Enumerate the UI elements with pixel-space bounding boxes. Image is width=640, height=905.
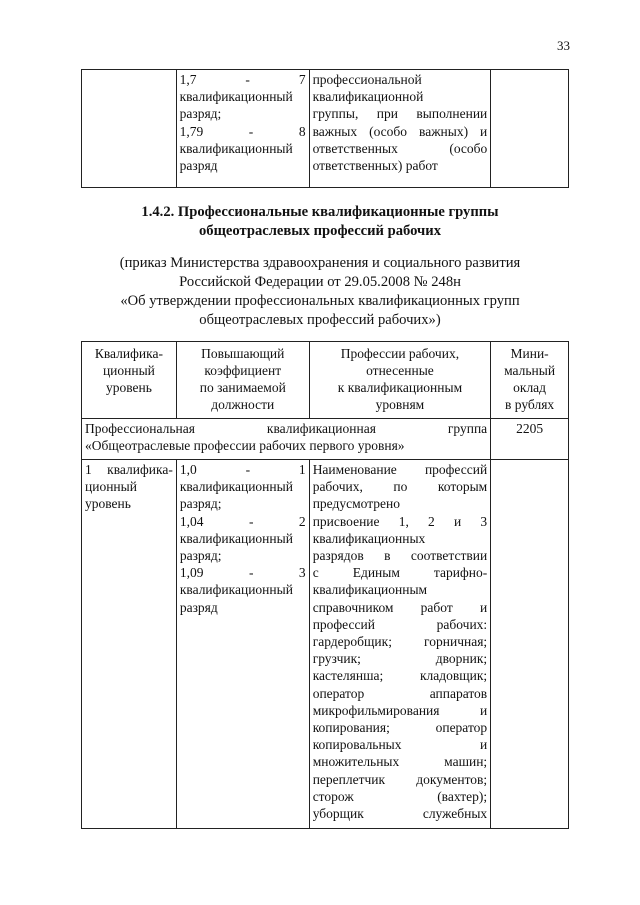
rank-number: 8 xyxy=(298,123,306,139)
profession-line: множительных машин; xyxy=(312,754,488,770)
profession-line: грузчик; дворник; xyxy=(312,651,488,667)
profession-line: присвоение 1, 2 и 3 xyxy=(312,513,488,529)
order-line: Российской Федерации от 29.05.2008 № 248н xyxy=(179,274,461,290)
group-word: группа xyxy=(447,421,488,436)
level-row xyxy=(82,460,569,829)
table-cell-empty xyxy=(82,70,177,188)
order-line: «Об утверждении профессиональных квалификационных групп xyxy=(120,293,520,309)
profession-line: важных (особо важных) и xyxy=(312,123,488,139)
header-line: оклад xyxy=(513,380,547,395)
group-title-line: «Общеотраслевые профессии рабочих первого уровня» xyxy=(85,438,405,454)
header-professions xyxy=(309,342,491,419)
coef-value: 1,79 xyxy=(179,123,204,139)
qualification-table xyxy=(81,341,569,829)
coef-line xyxy=(180,71,306,88)
coef-text: квалификационный xyxy=(179,582,293,598)
profession-line: рабочих, по которым xyxy=(312,479,488,495)
profession-line: копировальных и xyxy=(312,737,488,753)
rank-number: 7 xyxy=(298,72,306,87)
header-line: в рублях xyxy=(505,397,555,412)
profession-line: уборщик служебных xyxy=(312,806,488,822)
profession-line: группы, при выполнении xyxy=(312,106,488,122)
header-line: мальный xyxy=(504,363,556,378)
order-line: общеотраслевых профессий рабочих») xyxy=(199,312,441,328)
group-salary: 2205 xyxy=(491,419,569,460)
rank-number: 2 xyxy=(298,513,306,529)
coef-text: разряд xyxy=(179,599,218,615)
coef-text: разряд; xyxy=(179,106,222,122)
header-line: по занимаемой xyxy=(199,380,286,395)
coef-text: разряд; xyxy=(179,548,222,564)
group-word: Профессиональная xyxy=(85,421,195,436)
header-line: уровням xyxy=(375,397,425,412)
profession-line: профессий рабочих: xyxy=(312,616,488,632)
profession-line: гардеробщик; горничная; xyxy=(312,634,488,650)
profession-line: предусмотрено xyxy=(312,496,400,512)
table-row xyxy=(82,70,569,188)
coef-text: разряд; xyxy=(179,496,222,512)
order-line: (приказ Министерства здравоохранения и социального развития xyxy=(119,255,521,271)
profession-line: кастелянша; кладовщик; xyxy=(312,668,488,684)
header-line: Квалифика- xyxy=(94,346,163,361)
profession-line: профессиональной xyxy=(312,72,422,87)
coef-text: разряд xyxy=(179,158,218,174)
coef-text: квалификационный xyxy=(179,530,293,546)
profession-line: оператор аппаратов xyxy=(312,685,488,701)
coef-line xyxy=(180,564,306,581)
heading-line: общеотраслевых профессий рабочих xyxy=(199,223,441,239)
header-line: ционный xyxy=(102,363,155,378)
profession-line: справочником работ и xyxy=(312,599,488,615)
coef-line xyxy=(180,461,306,478)
header-line: Профессии рабочих, xyxy=(340,346,460,361)
level-line xyxy=(85,461,173,478)
order-reference xyxy=(70,254,570,330)
profession-line: квалификационной xyxy=(312,89,424,105)
coef-value: 1,04 xyxy=(179,513,204,529)
profession-list-cell xyxy=(309,460,491,829)
coef-text: квалификационный xyxy=(179,479,293,495)
coef-text: квалификационный xyxy=(179,140,293,156)
group-row xyxy=(82,419,569,460)
group-title xyxy=(82,419,491,460)
rank-number: 1 xyxy=(298,462,306,477)
coef-dash: - xyxy=(245,462,251,477)
coef-dash: - xyxy=(248,565,254,581)
profession-line: копирования; оператор xyxy=(312,720,488,736)
header-line: Мини- xyxy=(510,346,549,361)
coef-value: 1,0 xyxy=(179,462,197,477)
profession-line: Наименование профессий xyxy=(312,462,488,477)
coef-value: 1,7 xyxy=(179,72,197,87)
table-cell-empty xyxy=(491,460,569,829)
rank-number: 3 xyxy=(298,565,306,581)
header-line: отнесенные xyxy=(366,363,434,378)
group-title-line xyxy=(85,420,487,437)
continuation-table xyxy=(81,69,569,188)
coef-cell xyxy=(176,70,309,188)
coef-dash: - xyxy=(248,513,254,529)
profession-line: ответственных (особо xyxy=(312,140,488,156)
level-word: квалифика- xyxy=(107,462,173,477)
profession-line: с Единым тарифно- xyxy=(312,565,488,581)
coef-text: квалификационный xyxy=(179,89,293,105)
coef-value: 1,09 xyxy=(179,565,204,581)
table-cell-empty xyxy=(491,70,569,188)
header-line: к квалификационным xyxy=(337,380,463,395)
profession-line: сторож (вахтер); xyxy=(312,788,488,804)
header-coefficient xyxy=(176,342,309,419)
profession-line: переплетчик документов; xyxy=(312,771,488,787)
profession-line: разрядов в соответствии xyxy=(312,548,488,564)
heading-line: 1.4.2. Профессиональные квалификационные группы xyxy=(141,204,499,220)
group-word: квалификационная xyxy=(266,421,376,436)
page-number: 33 xyxy=(557,38,570,53)
table-header-row xyxy=(82,342,569,419)
coef-line xyxy=(180,513,306,530)
level-cell xyxy=(82,460,177,829)
header-line: уровень xyxy=(105,380,152,395)
coef-line xyxy=(180,123,306,140)
header-line: Повышающий xyxy=(201,346,285,361)
profession-line: квалификационным xyxy=(312,582,428,598)
level-number: 1 xyxy=(85,462,92,477)
profession-line: квалификационных xyxy=(312,530,426,546)
header-salary xyxy=(491,342,569,419)
coef-cell xyxy=(176,460,309,829)
level-line: уровень xyxy=(85,496,131,512)
coef-dash: - xyxy=(245,72,250,87)
header-line: должности xyxy=(211,397,275,412)
level-line: ционный xyxy=(85,479,137,495)
profession-line: ответственных) работ xyxy=(312,158,438,174)
section-heading xyxy=(70,203,570,241)
profession-cell xyxy=(309,70,491,188)
header-line: коэффициент xyxy=(204,363,282,378)
coef-dash: - xyxy=(248,123,254,139)
profession-line: микрофильмирования и xyxy=(312,702,488,718)
header-level xyxy=(82,342,177,419)
